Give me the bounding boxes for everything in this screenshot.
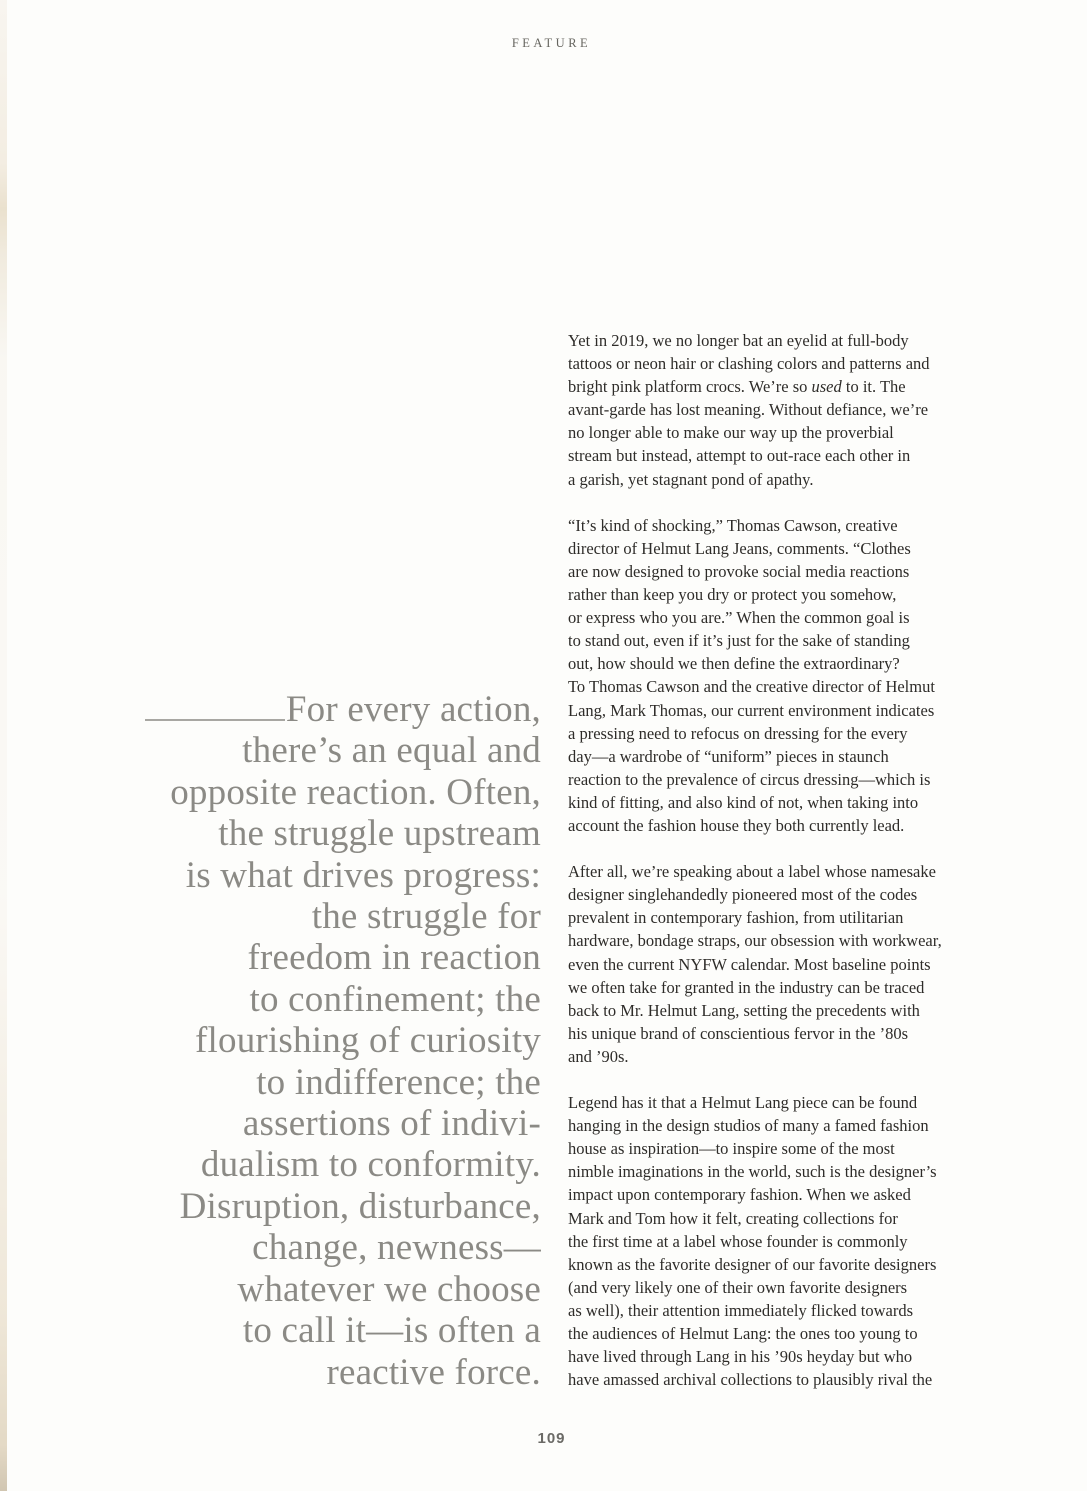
article-column: [568, 329, 1004, 1391]
section-kicker: FEATURE: [511, 36, 592, 50]
pull-quote: For every action, there’s an equal and opposite reaction. Often, the struggle upstream is what drives progress: the struggle for freedom in reaction to confinement; the flourishing of curiosity to indifference; the assertions of indivi- dualism to conformity. Disruption, disturbance, change, newness— whatever we choose to call it—is often a reactive force.: [86, 689, 541, 1393]
paragraph: “It’s kind of shocking,” Thomas Cawson, creative director of Helmut Lang Jeans, comments. “Clothes are now designed to provoke social media reactions rather than keep you dry or protect you somehow, or express who you are.” When the common goal is to stand out, even if it’s just for the sake of standing out, how should we then define the extraordinary? To Thomas Cawson and the creative director of Helmut Lang, Mark Thomas, our current environment indicates a pressing need to refocus on dressing for the every day—a wardrobe of “uniform” pieces in staunch reaction to the prevalence of circus dressing—which is kind of fitting, and also kind of not, when taking into account the fashion house they both currently lead.: [568, 515, 935, 835]
page-number: 109: [537, 1430, 566, 1447]
paragraph: Legend has it that a Helmut Lang piece can be found hanging in the design studios of many a famed fashion house as inspiration—to inspire some of the most nimble imaginations in the world, such is the designer’s impact upon contemporary fashion. When we asked Mark and Tom how it felt, creating collections for the first time at a label whose founder is commonly known as the favorite designer of our favorite designers (and very likely one of their own favorite designers as well), their attention immediately flicked towards the audiences of Helmut Lang: the ones too young to have lived through Lang in his ’90s heyday but who have amassed archival collections to plausibly rival the: [568, 1093, 937, 1390]
page-edge-scan-shadow: [0, 0, 7, 1491]
quote-leading-rule: [145, 719, 285, 721]
paragraph: Yet in 2019, we no longer bat an eyelid at full-body tattoos or neon hair or clashing colors and patterns and bright pink platform crocs. We’re so used to it. The avant-garde has lost meaning. Without defiance, we’re no longer able to make our way up the proverbial stream but instead, attempt to out-race each other in a garish, yet stagnant pond of apathy.: [568, 331, 930, 489]
paragraph: After all, we’re speaking about a label whose namesake designer singlehandedly pioneered most of the codes prevalent in contemporary fashion, from utilitarian hardware, bondage straps, our obsession with workwear, even the current NYFW calendar. Most baseline points we often take for granted in the industry can be traced back to Mr. Helmut Lang, setting the precedents with his unique brand of conscientious fervor in the ’80s and ’90s.: [568, 862, 942, 1066]
